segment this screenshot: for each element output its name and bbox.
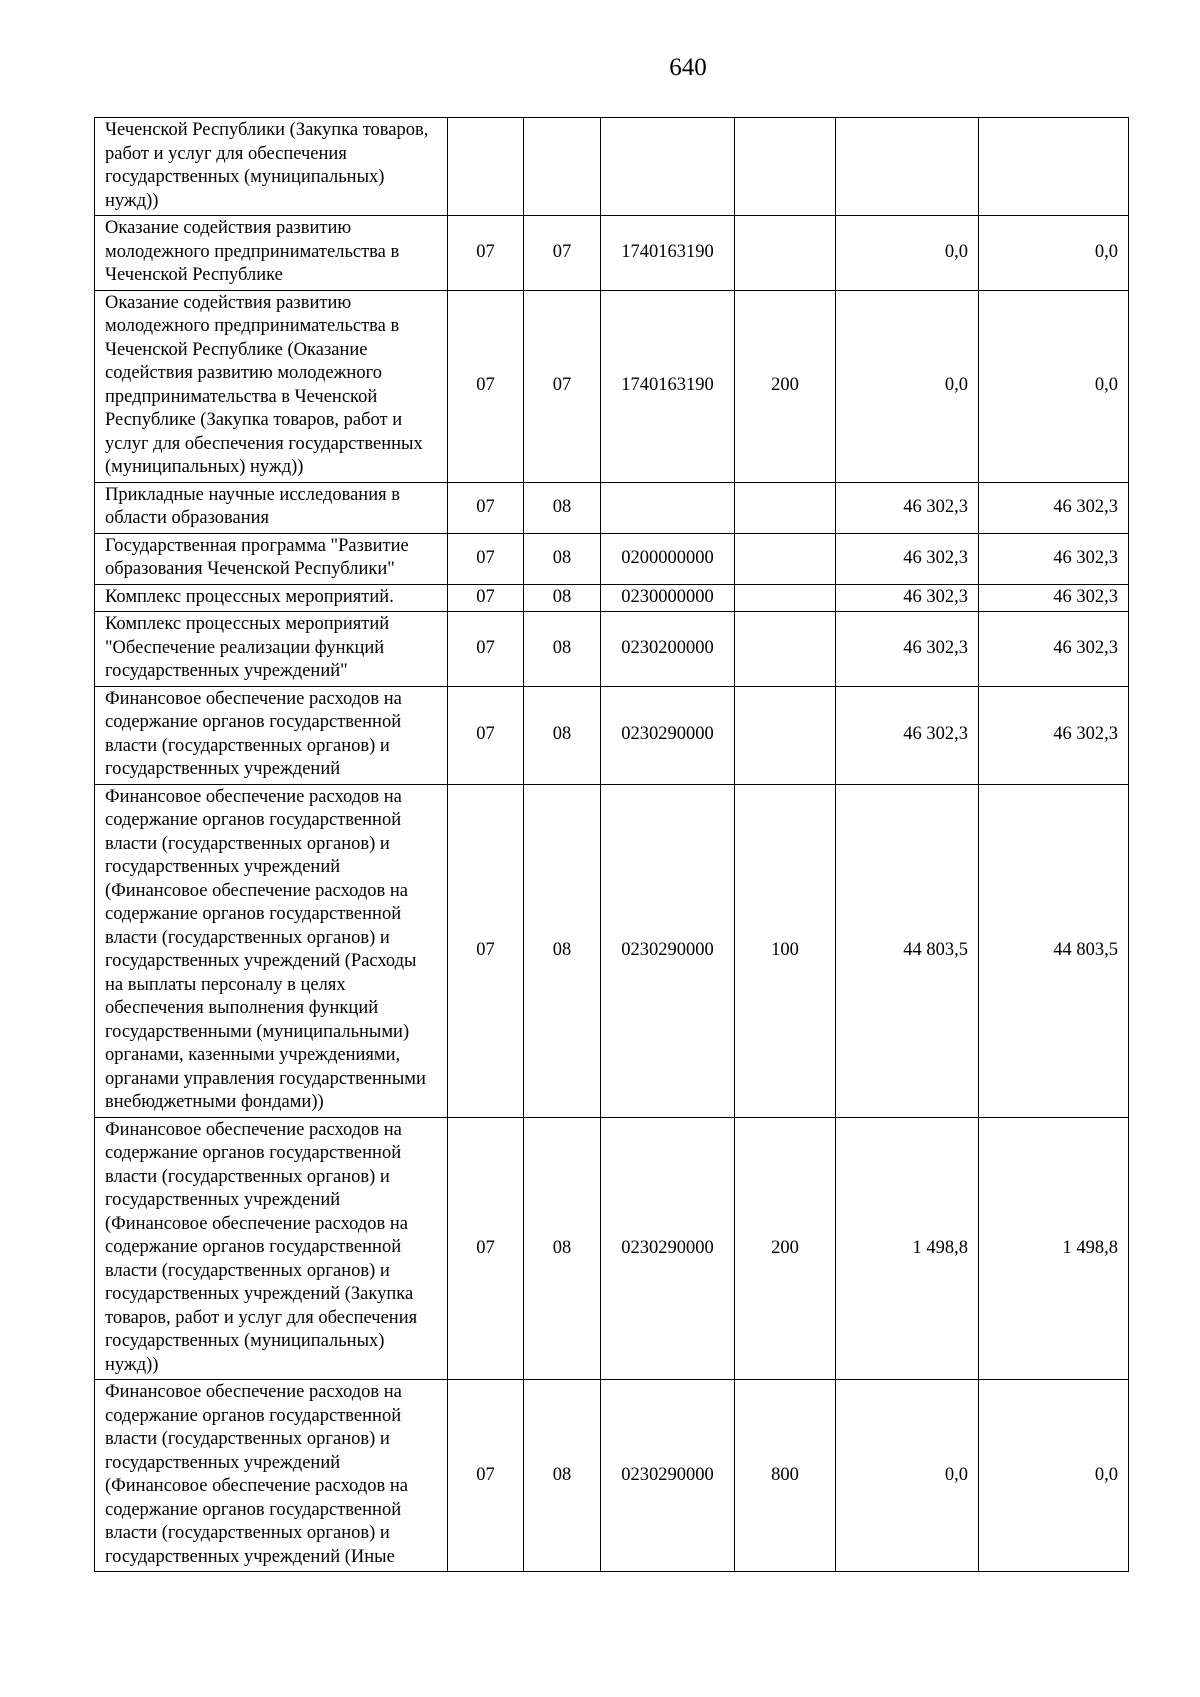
section-code: 07: [448, 686, 524, 784]
amount-year-2: [979, 118, 1129, 216]
expense-type-code: 800: [735, 1380, 836, 1572]
subsection-code: 08: [524, 784, 601, 1117]
amount-year-2: 46 302,3: [979, 584, 1129, 612]
amount-year-1: 46 302,3: [836, 584, 979, 612]
table-row: [95, 584, 1129, 612]
amount-year-1: 46 302,3: [836, 612, 979, 687]
section-code: [448, 118, 524, 216]
expense-type-code: 100: [735, 784, 836, 1117]
table-row: [95, 784, 1129, 1117]
amount-year-1: [836, 118, 979, 216]
table-row: [95, 1380, 1129, 1572]
expense-type-code: 200: [735, 1117, 836, 1380]
section-code: 07: [448, 533, 524, 584]
table-row: [95, 686, 1129, 784]
section-code: 07: [448, 612, 524, 687]
row-name: Финансовое обеспечение расходов на содержание органов государственной власти (государственных органов) и государственных учреждений (Финансовое обеспечение расходов на содержание органов государственной власти (государственных органов) и государственных учреждений (Закупка товаров, работ и услуг для обеспечения государственных (муниципальных) нужд)): [95, 1117, 448, 1380]
target-article-code: 1740163190: [601, 290, 735, 482]
expense-type-code: [735, 216, 836, 291]
row-name: Прикладные научные исследования в области образования: [95, 482, 448, 533]
target-article-code: 0230290000: [601, 686, 735, 784]
row-name: Финансовое обеспечение расходов на содержание органов государственной власти (государственных органов) и государственных учреждений (Финансовое обеспечение расходов на содержание органов государственной власти (государственных органов) и государственных учреждений (Расходы на выплаты персоналу в целях обеспечения выполнения функций государственными (муниципальными) органами, казенными учреждениями, органами управления государственными внебюджетными фондами)): [95, 784, 448, 1117]
target-article-code: 0230000000: [601, 584, 735, 612]
expense-type-code: [735, 533, 836, 584]
amount-year-1: 46 302,3: [836, 686, 979, 784]
section-code: 07: [448, 1117, 524, 1380]
amount-year-2: 0,0: [979, 216, 1129, 291]
target-article-code: 1740163190: [601, 216, 735, 291]
subsection-code: 08: [524, 1380, 601, 1572]
row-name: Оказание содействия развитию молодежного предпринимательства в Чеченской Республике: [95, 216, 448, 291]
section-code: 07: [448, 1380, 524, 1572]
amount-year-1: 46 302,3: [836, 533, 979, 584]
expense-type-code: [735, 118, 836, 216]
amount-year-1: 0,0: [836, 1380, 979, 1572]
table-row: [95, 290, 1129, 482]
amount-year-2: 44 803,5: [979, 784, 1129, 1117]
subsection-code: 08: [524, 612, 601, 687]
target-article-code: 0200000000: [601, 533, 735, 584]
target-article-code: 0230290000: [601, 1117, 735, 1380]
row-name: Оказание содействия развитию молодежного предпринимательства в Чеченской Республике (Оказание содействия развитию молодежного предпринимательства в Чеченской Республике (Закупка товаров, работ и услуг для обеспечения государственных (муниципальных) нужд)): [95, 290, 448, 482]
target-article-code: [601, 118, 735, 216]
amount-year-2: 46 302,3: [979, 533, 1129, 584]
target-article-code: [601, 482, 735, 533]
row-name: Комплекс процессных мероприятий "Обеспечение реализации функций государственных учреждений": [95, 612, 448, 687]
section-code: 07: [448, 216, 524, 291]
table-row: [95, 1117, 1129, 1380]
table-row: [95, 533, 1129, 584]
subsection-code: 08: [524, 686, 601, 784]
subsection-code: 07: [524, 216, 601, 291]
table-row: [95, 482, 1129, 533]
section-code: 07: [448, 290, 524, 482]
amount-year-1: 46 302,3: [836, 482, 979, 533]
amount-year-1: 0,0: [836, 290, 979, 482]
table-body: [95, 118, 1129, 1572]
amount-year-1: 0,0: [836, 216, 979, 291]
amount-year-1: 1 498,8: [836, 1117, 979, 1380]
target-article-code: 0230290000: [601, 1380, 735, 1572]
amount-year-2: 46 302,3: [979, 686, 1129, 784]
amount-year-2: 46 302,3: [979, 482, 1129, 533]
row-name: Финансовое обеспечение расходов на содержание органов государственной власти (государственных органов) и государственных учреждений (Финансовое обеспечение расходов на содержание органов государственной власти (государственных органов) и государственных учреждений (Иные: [95, 1380, 448, 1572]
target-article-code: 0230200000: [601, 612, 735, 687]
row-name: Государственная программа "Развитие образования Чеченской Республики": [95, 533, 448, 584]
row-name: Чеченской Республики (Закупка товаров, работ и услуг для обеспечения государственных (муниципальных) нужд)): [95, 118, 448, 216]
table-row: [95, 612, 1129, 687]
expense-type-code: [735, 584, 836, 612]
subsection-code: 08: [524, 533, 601, 584]
amount-year-2: 1 498,8: [979, 1117, 1129, 1380]
section-code: 07: [448, 784, 524, 1117]
subsection-code: 08: [524, 482, 601, 533]
target-article-code: 0230290000: [601, 784, 735, 1117]
table-row: [95, 216, 1129, 291]
expense-type-code: [735, 612, 836, 687]
amount-year-2: 0,0: [979, 290, 1129, 482]
row-name: Комплекс процессных мероприятий.: [95, 584, 448, 612]
subsection-code: 07: [524, 290, 601, 482]
expense-type-code: [735, 482, 836, 533]
subsection-code: [524, 118, 601, 216]
section-code: 07: [448, 482, 524, 533]
section-code: 07: [448, 584, 524, 612]
table-row: [95, 118, 1129, 216]
expense-type-code: [735, 686, 836, 784]
amount-year-2: 46 302,3: [979, 612, 1129, 687]
budget-table: [94, 117, 1129, 1572]
amount-year-2: 0,0: [979, 1380, 1129, 1572]
row-name: Финансовое обеспечение расходов на содержание органов государственной власти (государственных органов) и государственных учреждений: [95, 686, 448, 784]
expense-type-code: 200: [735, 290, 836, 482]
amount-year-1: 44 803,5: [836, 784, 979, 1117]
subsection-code: 08: [524, 584, 601, 612]
subsection-code: 08: [524, 1117, 601, 1380]
page-number: 640: [669, 54, 707, 81]
